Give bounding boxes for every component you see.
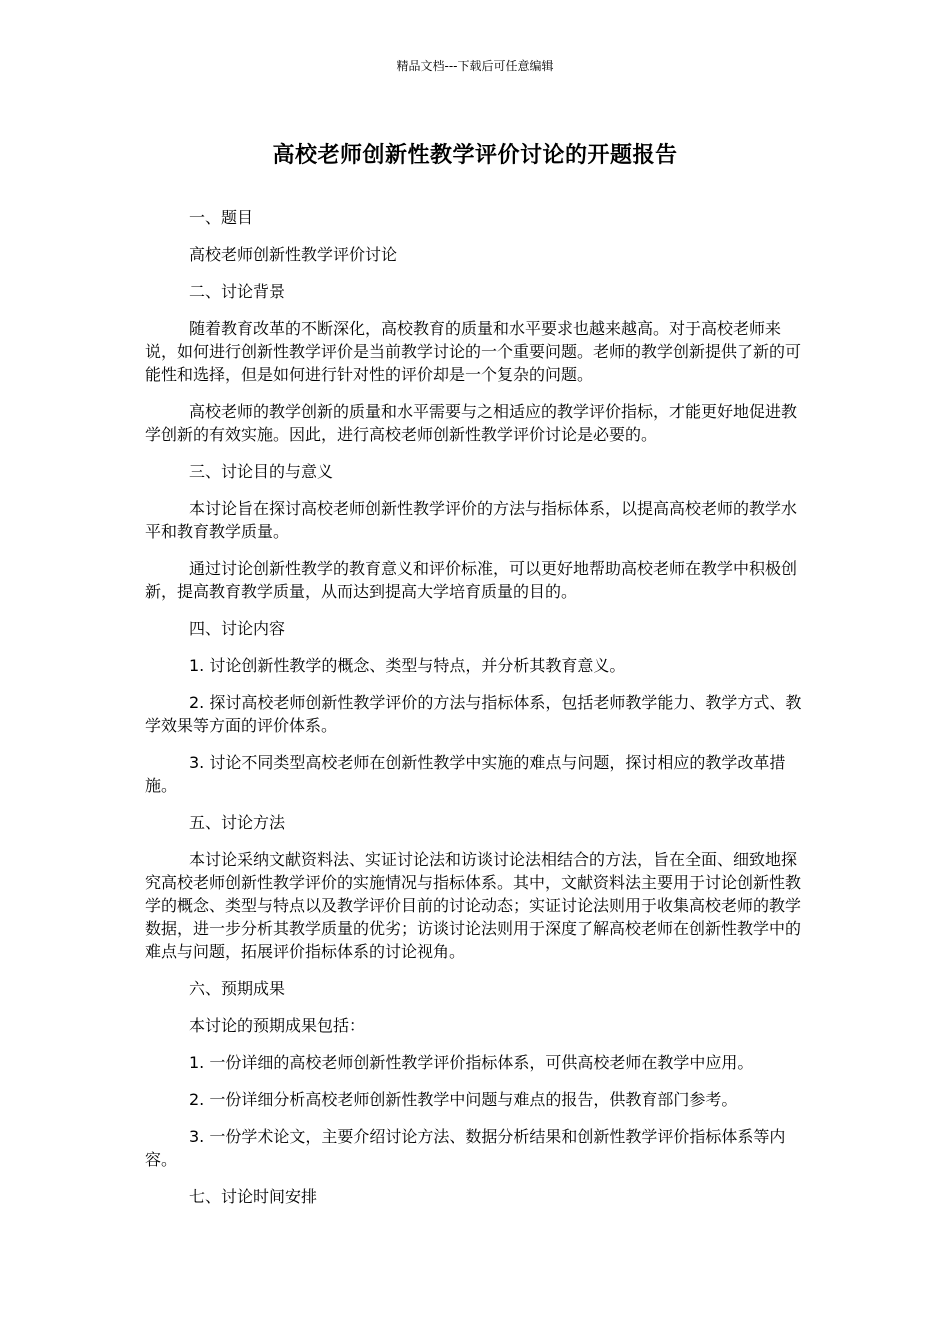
background-paragraph: 高校老师的教学创新的质量和水平需要与之相适应的教学评价指标，才能更好地促进教学创新的有效实施。因此，进行高校老师创新性教学评价讨论是必要的。 [145, 402, 798, 444]
section-heading-schedule: 七、讨论时间安排 [189, 1187, 318, 1206]
outcomes-list-item: 3. 一份学术论文，主要介绍讨论方法、数据分析结果和创新性教学评价指标体系等内容。 [145, 1127, 786, 1169]
section-heading-background: 二、讨论背景 [189, 282, 286, 301]
topic-text: 高校老师创新性教学评价讨论 [189, 245, 398, 264]
background-paragraph: 随着教育改革的不断深化，高校教育的质量和水平要求也越来越高。对于高校老师来说，如何进行创新性教学评价是当前教学讨论的一个重要问题。老师的教学创新提供了新的可能性和选择，但是如何进行针对性的评价却是一个复杂的问题。 [145, 319, 802, 384]
purpose-paragraph: 本讨论旨在探讨高校老师创新性教学评价的方法与指标体系，以提高高校老师的教学水平和教育教学质量。 [145, 499, 798, 541]
section-heading-purpose: 三、讨论目的与意义 [189, 462, 334, 481]
document-body [145, 206, 805, 1208]
document-title: 高校老师创新性教学评价讨论的开题报告 [272, 143, 678, 168]
outcomes-list-item: 2. 一份详细分析高校老师创新性教学中问题与难点的报告，供教育部门参考。 [189, 1090, 738, 1109]
section-heading-method: 五、讨论方法 [189, 813, 286, 832]
outcomes-list-item: 1. 一份详细的高校老师创新性教学评价指标体系，可供高校老师在教学中应用。 [189, 1053, 754, 1072]
header-note: 精品文档---下载后可任意编辑 [396, 59, 554, 73]
content-list-item: 3. 讨论不同类型高校老师在创新性教学中实施的难点与问题，探讨相应的教学改革措施。 [145, 753, 786, 795]
section-heading-outcomes: 六、预期成果 [189, 979, 286, 998]
section-heading-content: 四、讨论内容 [189, 619, 286, 638]
purpose-paragraph: 通过讨论创新性教学的教育意义和评价标准，可以更好地帮助高校老师在教学中积极创新，提高教育教学质量，从而达到提高大学培育质量的目的。 [145, 559, 798, 601]
outcomes-intro: 本讨论的预期成果包括： [189, 1016, 366, 1035]
content-list-item: 2. 探讨高校老师创新性教学评价的方法与指标体系，包括老师教学能力、教学方式、教学效果等方面的评价体系。 [145, 693, 802, 735]
section-heading-topic: 一、题目 [189, 208, 254, 227]
content-list-item: 1. 讨论创新性教学的概念、类型与特点，并分析其教育意义。 [189, 656, 626, 675]
method-paragraph: 本讨论采纳文献资料法、实证讨论法和访谈讨论法相结合的方法，旨在全面、细致地探究高校老师创新性教学评价的实施情况与指标体系。其中，文献资料法主要用于讨论创新性教学的概念、类型与特点以及教学评价目前的讨论动态；实证讨论法则用于收集高校老师的教学数据，进一步分析其教学质量的优劣；访谈讨论法则用于深度了解高校老师在创新性教学中的难点与问题，拓展评价指标体系的讨论视角。 [145, 850, 802, 961]
